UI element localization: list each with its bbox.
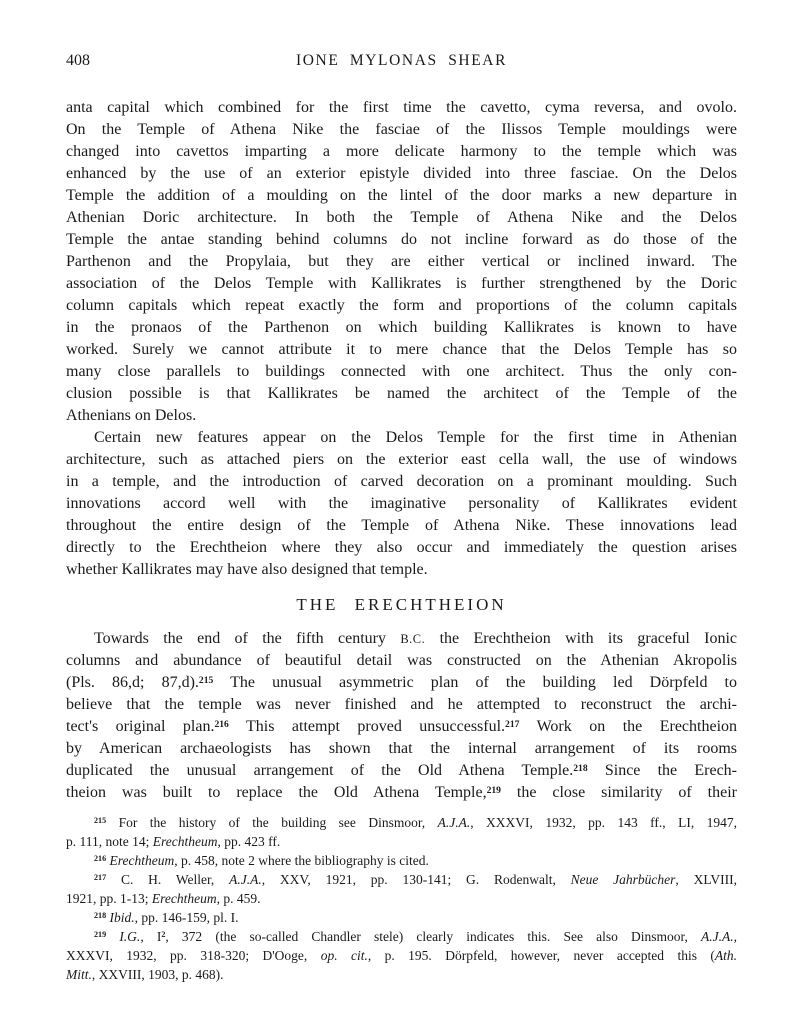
- text-line: clusion possible is that Kallikrates be named the architect of the Temple of the: [66, 385, 737, 402]
- text-line: association of the Delos Temple with Kallikrates is further strengthened by the Doric: [66, 275, 737, 292]
- text-line: Athenians on Delos.: [66, 407, 197, 424]
- text-line: by American archaeologists has shown that the internal arrangement of its rooms: [66, 740, 737, 757]
- footnote-line: Mitt., XXVIII, 1903, p. 468).: [66, 967, 224, 982]
- footnote-line: p. 111, note 14; Erechtheum, pp. 423 ff.: [66, 834, 281, 849]
- text-line: in a temple, and the introduction of carved decoration on a prominant moulding. Such: [66, 473, 737, 490]
- text-line: Temple the antae standing behind columns do not incline forward as do those of the: [66, 231, 737, 248]
- text-line: throughout the entire design of the Temple of Athena Nike. These innovations lead: [66, 517, 737, 534]
- footnote-line: $^{219}$ I.G., $I^2$, 372 (the so-called Chandler stele) clearly indicates this. See also Dinsmoor, A.J.A.,: [94, 929, 738, 944]
- text-line: believe that the temple was never finished and he attempted to reconstruct the archi-: [66, 696, 737, 713]
- text-line: Parthenon and the Propylaia, but they are either vertical or inclined inward. The: [66, 253, 737, 270]
- footnote-line: $^{218}$ Ibid., pp. 146-159, pl. I.: [94, 910, 239, 925]
- text-line: changed into cavettos imparting a more delicate harmony to the temple which was: [66, 143, 737, 160]
- footnote-line: 1921, pp. 1-13; Erechtheum, p. 459.: [66, 891, 261, 906]
- text-line: many close parallels to buildings connected with one architect. Thus the only con-: [66, 363, 737, 380]
- footnote-line: $^{216}$ Erechtheum, p. 458, note 2 where the bibliography is cited.: [94, 853, 429, 868]
- section-heading: THE ERECHTHEION: [296, 595, 507, 614]
- text-line: (Pls. 86,d; 87,d).$^{215}$ The unusual asymmetric plan of the building led Dörpfeld to: [66, 674, 738, 691]
- running-title: IONE MYLONAS SHEAR: [295, 52, 508, 69]
- text-line: Towards the end of the fifth century B.C. the Erechtheion with its graceful Ionic: [94, 630, 738, 647]
- page-header: [66, 50, 737, 72]
- text-line: architecture, such as attached piers on the exterior east cella wall, the use of windows: [66, 451, 737, 468]
- text-line: innovations accord well with the imaginative personality of Kallikrates evident: [66, 495, 737, 512]
- footnote-line: $^{215}$ For the history of the building see Dinsmoor, A.J.A., XXXVI, 1932, pp. 143 ff., LI, 1947,: [94, 815, 738, 830]
- footnote-line: XXXVI, 1932, pp. 318-320; D'Ooge, op. cit., p. 195. Dörpfeld, however, never accepted this (Ath.: [66, 948, 737, 963]
- text-line: worked. Surely we cannot attribute it to mere chance that the Delos Temple has so: [66, 341, 737, 358]
- text-line: in the pronaos of the Parthenon on which building Kallikrates is known to have: [66, 319, 737, 336]
- text-line: anta capital which combined for the first time the cavetto, cyma reversa, and ovolo.: [66, 99, 737, 116]
- body-text: [66, 97, 737, 804]
- text-line: directly to the Erechtheion where they also occur and immediately the question arises: [66, 539, 737, 556]
- text-line: Athenian Doric architecture. In both the Temple of Athena Nike and the Delos: [66, 209, 737, 226]
- text-line: column capitals which repeat exactly the form and proportions of the column capitals: [66, 297, 737, 314]
- text-line: Temple the addition of a moulding on the lintel of the door marks a new departure in: [66, 187, 737, 204]
- text-line: enhanced by the use of an exterior epistyle divided into three fasciae. On the Delos: [66, 165, 737, 182]
- text-line: duplicated the unusual arrangement of the Old Athena Temple.$^{218}$ Since the Erech-: [66, 762, 737, 779]
- text-line: On the Temple of Athena Nike the fasciae of the Ilissos Temple mouldings were: [66, 121, 737, 138]
- text-line: columns and abundance of beautiful detail was constructed on the Athenian Akropolis: [66, 652, 737, 669]
- footnote-line: $^{217}$ C. H. Weller, A.J.A., XXV, 1921, pp. 130-141; G. Rodenwalt, Neue Jahrbücher, XLVIII,: [94, 872, 737, 887]
- page-number: 408: [66, 52, 90, 69]
- text-line: tect's original plan.$^{216}$ This attempt proved unsuccessful.$^{217}$ Work on the Erechtheion: [66, 718, 738, 735]
- footnotes: [66, 813, 737, 984]
- text-line: whether Kallikrates may have also designed that temple.: [66, 561, 428, 578]
- text-line: theion was built to replace the Old Athena Temple,$^{219}$ the close similarity of their: [66, 784, 737, 801]
- text-line: Certain new features appear on the Delos Temple for the first time in Athenian: [94, 429, 737, 446]
